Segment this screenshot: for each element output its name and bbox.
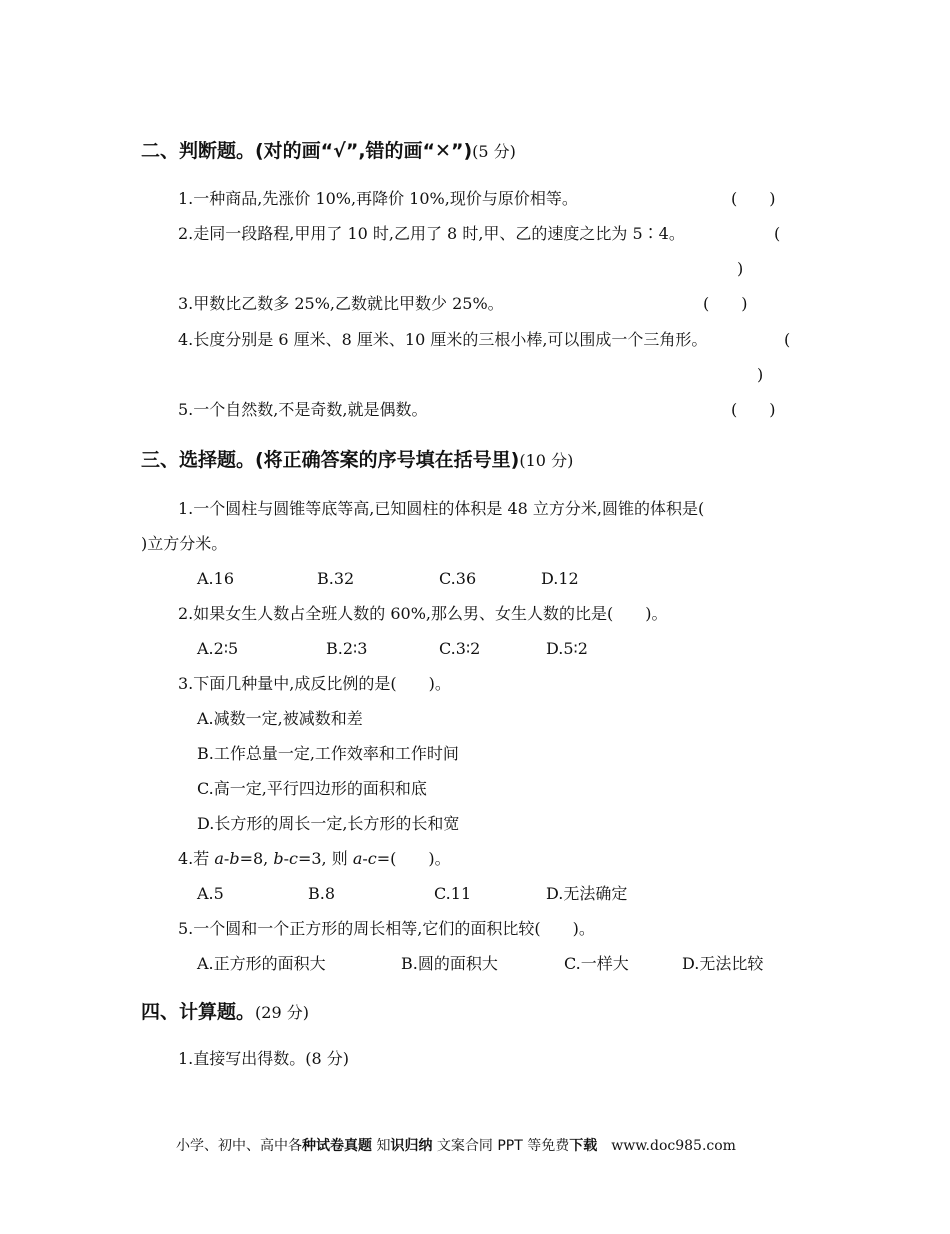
section-2-title [141,139,516,164]
q4-var-a3: a [352,849,363,868]
section-3-heading: 三、选择题。(将正确答案的序号填在括号里) [141,449,520,471]
q4-var-a: a [214,849,224,868]
choice-q1-option-a: A.16 [197,569,234,588]
q4-eq1: =8, [239,849,274,868]
choice-q4 [178,848,451,870]
calc-q1: 1.直接写出得数。(8 分) [178,1049,350,1068]
q4-var-b2: b [273,849,284,868]
choice-q5-option-d: D.无法比较 [682,954,764,973]
choice-q2: 2.如果女生人数占全班人数的 60%,那么男、女生人数的比是( )。 [178,604,668,623]
choice-q5-option-b: B.圆的面积大 [401,954,498,973]
section-4-title [141,1000,309,1025]
judge-item-4-answer-open: ( [784,330,791,349]
section-2-score: (5 分) [472,142,516,161]
q4-prefix: 4.若 [178,849,215,868]
judge-item-5: 5.一个自然数,不是奇数,就是偶数。 [178,400,428,419]
judge-item-3: 3.甲数比乙数多 25%,乙数就比甲数少 25%。 [178,294,504,313]
footer-text-3: 文案合同 PPT 等免费 [432,1138,570,1154]
choice-q5: 5.一个圆和一个正方形的周长相等,它们的面积比较( )。 [178,919,595,938]
judge-item-4: 4.长度分别是 6 厘米、8 厘米、10 厘米的三根小棒,可以围成一个三角形。 [178,330,708,349]
judge-item-3-answer: ( ) [703,294,748,313]
judge-item-2: 2.走同一段路程,甲用了 10 时,乙用了 8 时,甲、乙的速度之比为 5∶4。 [178,224,685,243]
choice-q4-option-a: A.5 [197,884,224,903]
judge-item-4-answer-close: ) [757,365,764,384]
choice-q1-option-b: B.32 [317,569,355,588]
choice-q5-option-a: A.正方形的面积大 [197,954,326,973]
page-footer [176,1136,736,1156]
footer-website-link[interactable]: www.doc985.com [611,1138,736,1154]
footer-text-2: 知 [372,1138,391,1154]
judge-item-2-answer-open: ( [774,224,781,243]
choice-q1-line1: 1.一个圆柱与圆锥等底等高,已知圆柱的体积是 48 立方分米,圆锥的体积是( [178,499,705,518]
q4-var-b: b [229,849,240,868]
judge-item-2-answer-close: ) [737,259,744,278]
choice-q3-option-c: C.高一定,平行四边形的面积和底 [197,779,427,798]
q4-minus3: - [362,849,368,868]
judge-item-1-answer: ( ) [731,189,776,208]
choice-q2-option-b: B.2∶3 [326,639,368,658]
choice-q1-line2: )立方分米。 [141,534,228,553]
q4-eq3: =( )。 [376,849,451,868]
q4-eq2: =3, 则 [297,849,353,868]
section-4-score: (29 分) [255,1003,309,1022]
q4-var-c: c [288,849,298,868]
q4-minus: - [223,849,230,868]
choice-q4-option-d: D.无法确定 [546,884,628,903]
choice-q5-option-c: C.一样大 [564,954,629,973]
choice-q4-option-c: C.11 [434,884,472,903]
section-2-heading: 二、判断题。(对的画“√”,错的画“✕”) [141,140,473,162]
section-3-title [141,448,573,473]
footer-highlight-3: 下载 [569,1138,598,1154]
q4-minus2: - [283,849,289,868]
section-3-score: (10 分) [519,451,574,470]
judge-item-1: 1.一种商品,先涨价 10%,再降价 10%,现价与原价相等。 [178,189,578,208]
choice-q3-option-a: A.减数一定,被减数和差 [197,709,363,728]
choice-q2-option-c: C.3∶2 [439,639,481,658]
choice-q1-option-c: C.36 [439,569,477,588]
choice-q2-option-d: D.5∶2 [546,639,588,658]
choice-q3: 3.下面几种量中,成反比例的是( )。 [178,674,451,693]
footer-text-1: 小学、初中、高中各 [176,1138,302,1154]
judge-item-5-answer: ( ) [731,400,776,419]
choice-q2-option-a: A.2∶5 [197,639,239,658]
footer-highlight-1: 种试卷真题 [302,1138,372,1154]
choice-q4-option-b: B.8 [308,884,336,903]
choice-q1-option-d: D.12 [541,569,579,588]
choice-q3-option-b: B.工作总量一定,工作效率和工作时间 [197,744,459,763]
choice-q3-option-d: D.长方形的周长一定,长方形的长和宽 [197,814,460,833]
footer-highlight-2: 识归纳 [390,1138,433,1154]
q4-var-c3: c [367,849,377,868]
section-4-heading: 四、计算题。 [141,1001,256,1023]
